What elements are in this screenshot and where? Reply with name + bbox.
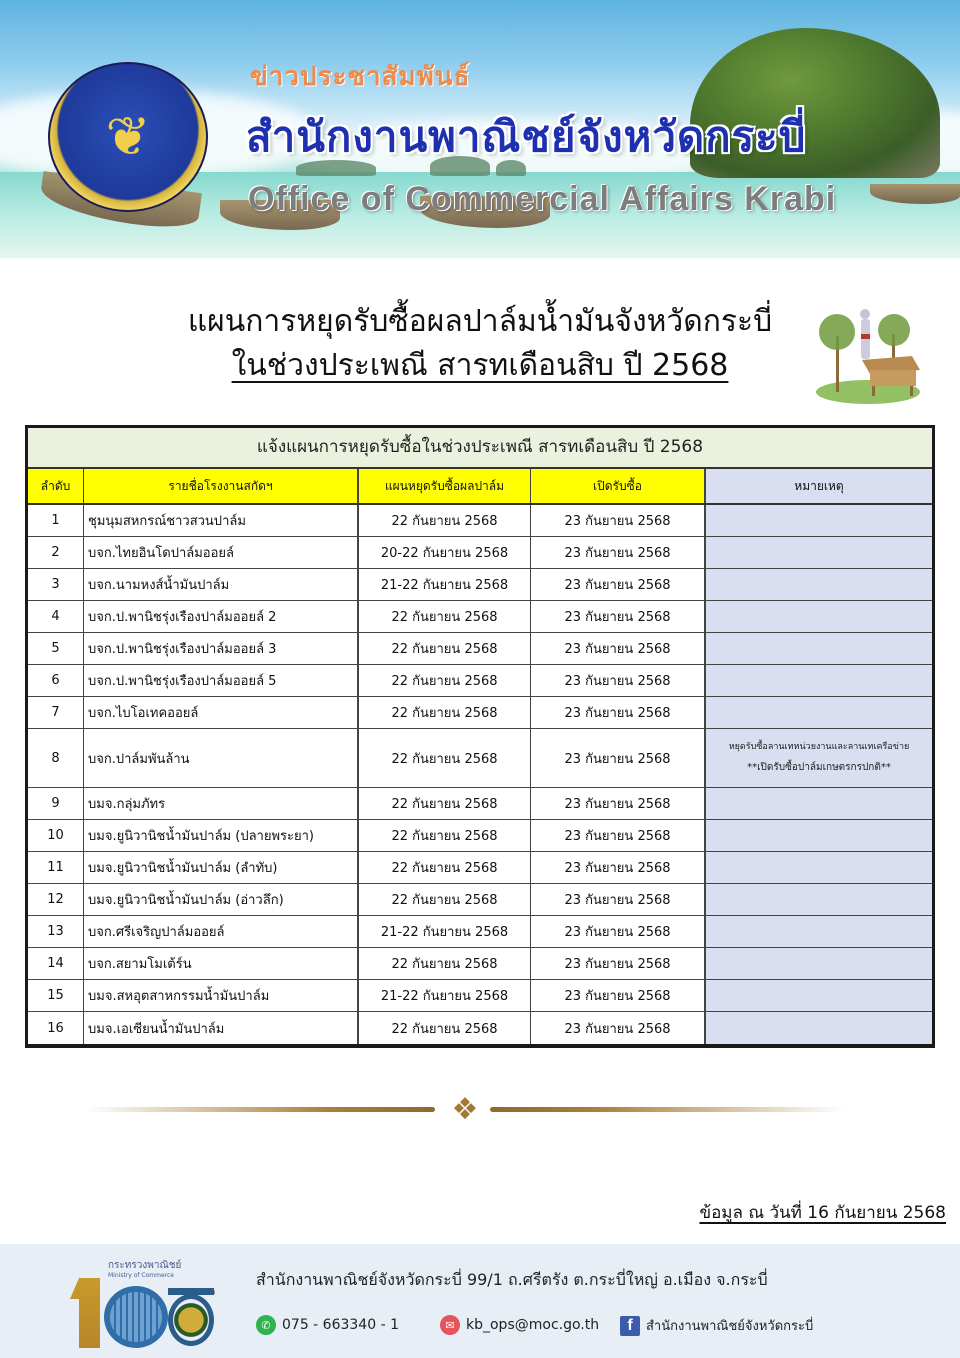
cell-factory-name: บจก.ไทยอินโดปาล์มออยล์ [84,537,359,568]
cell-reopen-date: 23 กันยายน 2568 [531,665,706,696]
cell-factory-name: บมจ.สหอุตสาหกรรมน้ำมันปาล์ม [84,980,359,1011]
cell-remarks [706,852,932,883]
cell-remarks [706,916,932,947]
table-row [28,633,932,665]
cell-factory-name: ชุมนุมสหกรณ์ชาวสวนปาล์ม [84,505,359,536]
cell-remarks [706,948,932,979]
cell-factory-name: บจก.ปาล์มพันล้าน [84,729,359,787]
cell-reopen-date: 23 กันยายน 2568 [531,505,706,536]
table-row [28,980,932,1012]
cell-factory-name: บจก.ศรีเจริญปาล์มออยล์ [84,916,359,947]
cell-stop-date: 22 กันยายน 2568 [359,788,531,819]
column-header-stop-plan: แผนหยุดรับซื้อผลปาล์ม [359,469,531,503]
column-header-order: ลำดับ [28,469,84,503]
table-row [28,948,932,980]
cell-order: 13 [28,916,84,947]
cell-order: 2 [28,537,84,568]
cell-stop-date: 22 กันยายน 2568 [359,665,531,696]
logo-ordinal-suffix: th [208,1288,216,1296]
ministry-name-english: Ministry of Commerce [108,1272,174,1279]
column-header-reopen: เปิดรับซื้อ [531,469,706,503]
cell-stop-date: 22 กันยายน 2568 [359,505,531,536]
table-row [28,729,932,788]
cell-factory-name: บจก.สยามโมเต้ร์น [84,948,359,979]
table-row [28,537,932,569]
cell-stop-date: 21-22 กันยายน 2568 [359,980,531,1011]
cell-remarks [706,569,932,600]
cell-stop-date: 20-22 กันยายน 2568 [359,537,531,568]
phone-number: 075 - 663340 - 1 [282,1317,399,1333]
cell-stop-date: 22 กันยายน 2568 [359,729,531,787]
remarks-line-2: **เปิดรับซื้อปาล์มเกษตรกรปกติ** [747,762,891,774]
cell-order: 11 [28,852,84,883]
cell-remarks [706,537,932,568]
cell-reopen-date: 23 กันยายน 2568 [531,697,706,728]
cell-remarks [706,980,932,1011]
cell-order: 8 [28,729,84,787]
cell-remarks [706,820,932,851]
column-header-factory-name: รายชื่อโรงงานสกัดฯ [84,469,359,503]
ministry-seal-logo [48,62,208,212]
table-caption: แจ้งแผนการหยุดรับซื้อในช่วงประเพณี สารทเดือนสิบ ปี 2568 [28,428,932,469]
cell-factory-name: บจก.นามหงส์น้ำมันปาล์ม [84,569,359,600]
table-row [28,505,932,537]
cell-stop-date: 21-22 กันยายน 2568 [359,569,531,600]
cell-remarks [706,665,932,696]
cell-remarks [706,1012,932,1044]
cell-remarks [706,884,932,915]
cell-factory-name: บจก.ป.พานิชรุ่งเรืองปาล์มออยล์ 5 [84,665,359,696]
cell-reopen-date: 23 กันยายน 2568 [531,633,706,664]
divider-bar-right [490,1107,845,1112]
cell-factory-name: บจก.ไบโอเทคออยล์ [84,697,359,728]
deity-emblem-icon: ❦ [105,105,151,168]
press-release-label: ข่าวประชาสัมพันธ์ [250,62,471,92]
cell-factory-name: บจก.ป.พานิชรุ่งเรืองปาล์มออยล์ 3 [84,633,359,664]
cell-remarks [706,697,932,728]
ministry-name-thai: กระทรวงพาณิชย์ [108,1260,182,1271]
table-row [28,665,932,697]
cell-stop-date: 22 กันยายน 2568 [359,884,531,915]
cell-reopen-date: 23 กันยายน 2568 [531,948,706,979]
facebook-icon: f [620,1316,640,1336]
cell-factory-name: บมจ.เอเซียนน้ำมันปาล์ม [84,1012,359,1044]
cell-stop-date: 22 กันยายน 2568 [359,948,531,979]
table-row [28,1012,932,1044]
column-header-remarks: หมายเหตุ [706,469,932,503]
office-address: สำนักงานพาณิชย์จังหวัดกระบี่ 99/1 ถ.ศรีตรัง ต.กระบี่ใหญ่ อ.เมือง จ.กระบี่ [256,1270,768,1289]
cell-stop-date: 22 กันยายน 2568 [359,601,531,632]
cell-order: 14 [28,948,84,979]
festival-illustration [812,300,924,405]
contact-phone[interactable] [256,1315,399,1335]
cell-order: 15 [28,980,84,1011]
cell-stop-date: 22 กันยายน 2568 [359,697,531,728]
table-row [28,788,932,820]
cell-remarks [706,788,932,819]
cell-factory-name: บมจ.กลุ่มภัทร [84,788,359,819]
table-row [28,820,932,852]
cell-reopen-date: 23 กันยายน 2568 [531,537,706,568]
logo-digit-0-building [104,1286,168,1348]
office-name-english: Office of Commercial Affairs Krabi [248,180,837,218]
table-row [28,852,932,884]
cell-reopen-date: 23 กันยายน 2568 [531,1012,706,1044]
table-row [28,916,932,948]
table-row [28,884,932,916]
contact-email[interactable] [440,1315,599,1335]
thai-ornament-icon: ❖ [451,1092,479,1127]
cell-factory-name: บจก.ป.พานิชรุ่งเรืองปาล์มออยล์ 2 [84,601,359,632]
cell-reopen-date: 23 กันยายน 2568 [531,569,706,600]
footer [0,1244,960,1358]
cell-reopen-date: 23 กันยายน 2568 [531,729,706,787]
cell-order: 12 [28,884,84,915]
remarks-text [729,743,910,774]
cell-order: 6 [28,665,84,696]
cell-order: 10 [28,820,84,851]
divider-bar-left [85,1107,435,1112]
cell-factory-name: บมจ.ยูนิวานิชน้ำมันปาล์ม (ลำทับ) [84,852,359,883]
cell-stop-date: 22 กันยายน 2568 [359,633,531,664]
cell-remarks [706,601,932,632]
cell-order: 1 [28,505,84,536]
email-icon: ✉ [440,1315,460,1335]
cell-remarks [706,505,932,536]
cell-factory-name: บมจ.ยูนิวานิชน้ำมันปาล์ม (อ่าวลึก) [84,884,359,915]
cell-order: 9 [28,788,84,819]
cell-factory-name: บมจ.ยูนิวานิชน้ำมันปาล์ม (ปลายพระยา) [84,820,359,851]
email-address: kb_ops@moc.go.th [466,1317,600,1333]
cell-reopen-date: 23 กันยายน 2568 [531,852,706,883]
office-name-thai: สำนักงานพาณิชย์จังหวัดกระบี่ [246,112,807,161]
document-subtitle-text: ในช่วงประเพณี สารทเดือนสิบ ปี 2568 [231,348,729,383]
logo-digit-5-seal [168,1294,214,1346]
cell-stop-date: 22 กันยายน 2568 [359,1012,531,1044]
cell-order: 16 [28,1012,84,1044]
ministry-105th-anniversary-logo [68,1254,218,1350]
phone-icon: ✆ [256,1315,276,1335]
cell-stop-date: 22 กันยายน 2568 [359,852,531,883]
cell-reopen-date: 23 กันยายน 2568 [531,884,706,915]
ornamental-divider [85,1092,845,1128]
cell-remarks [706,633,932,664]
palm-purchase-stop-table [25,425,935,1048]
header-banner [0,0,960,258]
cell-reopen-date: 23 กันยายน 2568 [531,788,706,819]
cell-reopen-date: 23 กันยายน 2568 [531,820,706,851]
cell-reopen-date: 23 กันยายน 2568 [531,601,706,632]
table-body [28,505,932,1044]
table-header-row [28,469,932,505]
cell-stop-date: 22 กันยายน 2568 [359,820,531,851]
contact-facebook[interactable] [620,1315,813,1336]
cell-order: 5 [28,633,84,664]
table-row [28,569,932,601]
facebook-page-name: สำนักงานพาณิชย์จังหวัดกระบี่ [646,1319,814,1334]
cell-remarks [706,729,932,787]
cell-stop-date: 21-22 กันยายน 2568 [359,916,531,947]
table-row [28,697,932,729]
cell-reopen-date: 23 กันยายน 2568 [531,980,706,1011]
cell-reopen-date: 23 กันยายน 2568 [531,916,706,947]
cell-order: 4 [28,601,84,632]
data-as-of-date: ข้อมูล ณ วันที่ 16 กันยายน 2568 [699,1203,946,1223]
cell-order: 3 [28,569,84,600]
logo-digit-1 [70,1278,100,1348]
table-row [28,601,932,633]
document-title: แผนการหยุดรับซื้อผลปาล์มน้ำมันจังหวัดกระบี่ [187,304,773,339]
remarks-line-1: หยุดรับซื้อลานเทหน่วยงานและลานเทเครือข่าย [728,741,910,752]
cell-order: 7 [28,697,84,728]
